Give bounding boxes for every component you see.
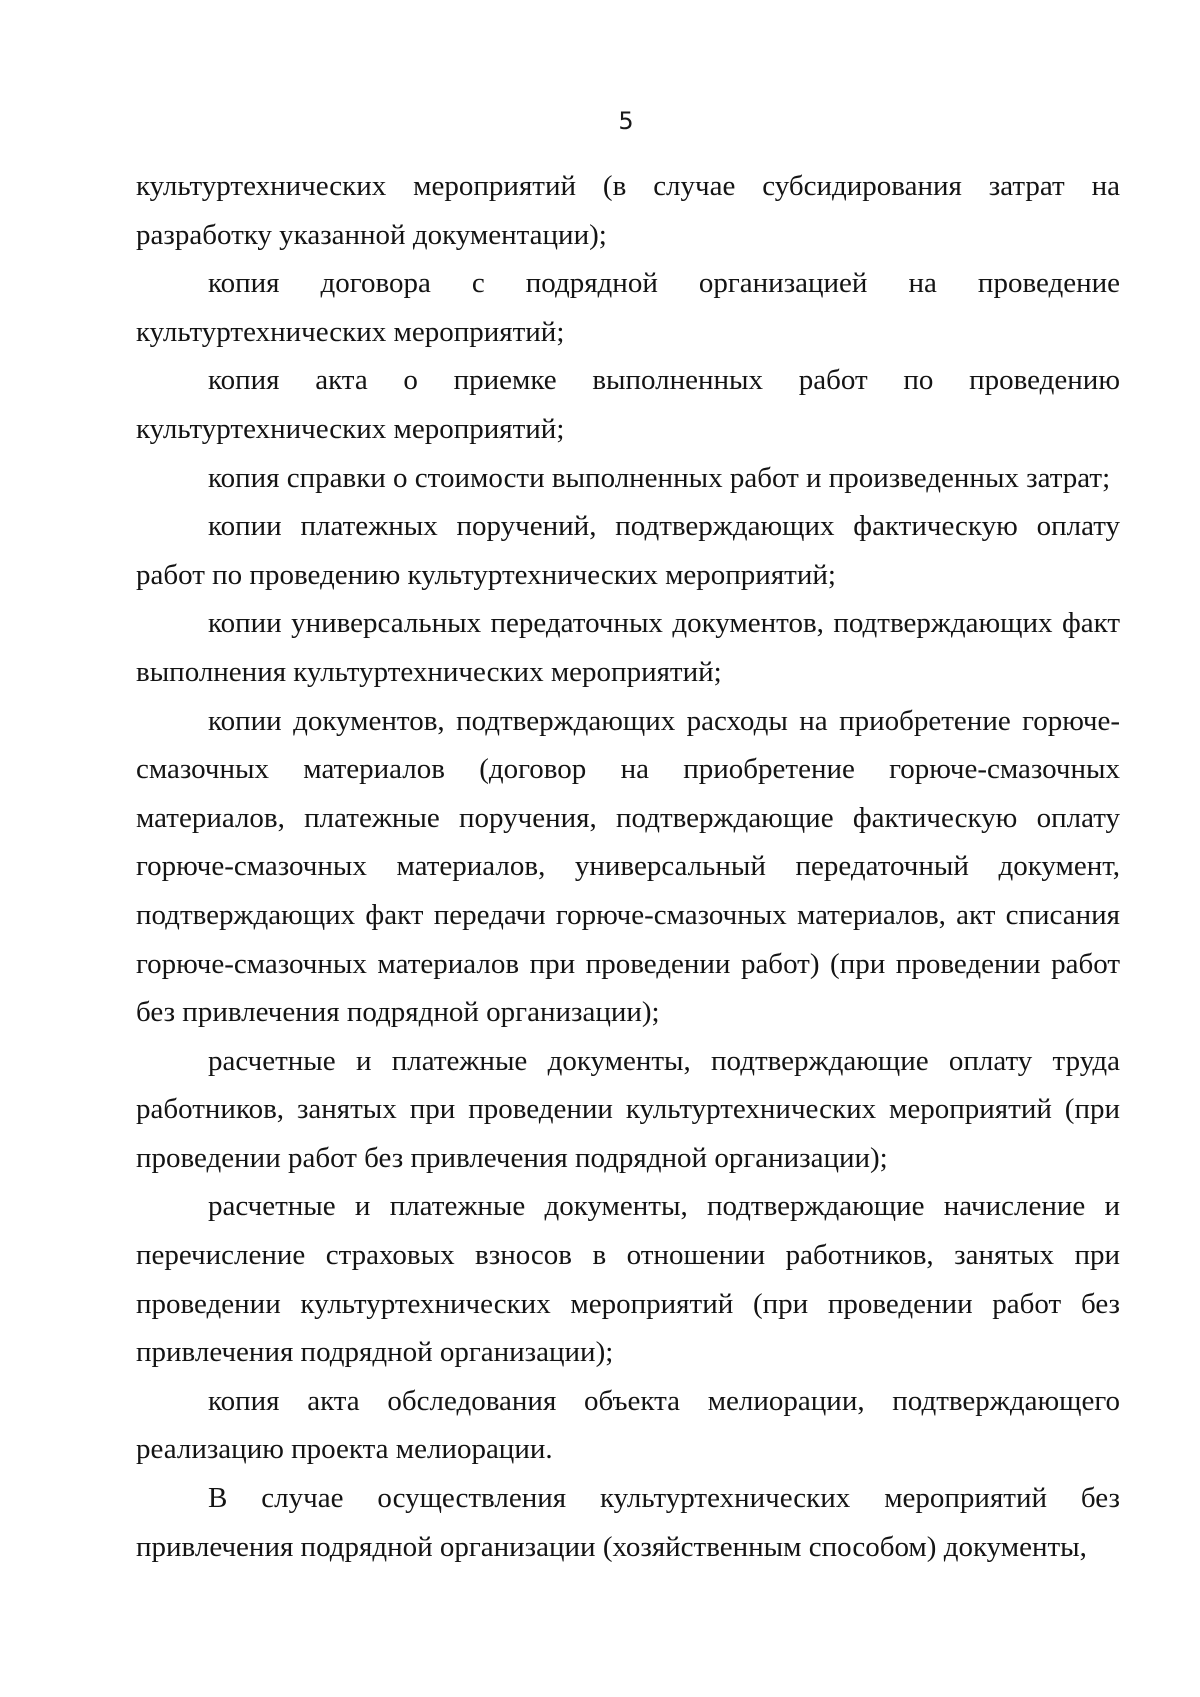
paragraph-own-resources-case: В случае осуществления культуртехнических мероприятий без привлечения подрядной организации (хозяйственным способом) документы, <box>136 1482 1120 1563</box>
paragraph-inspection-act-copy: копия акта обследования объекта мелиорации, подтверждающего реализацию проекта мелиорации. <box>136 1384 1120 1466</box>
paragraph-cost-certificate-copy: копия справки о стоимости выполненных работ и произведенных затрат; <box>208 461 1111 494</box>
paragraph-contract-copy: копия договора с подрядной организацией на проведение культуртехнических мероприятий; <box>136 267 1120 348</box>
document-body <box>136 162 1120 1571</box>
paragraph-fuel-expense-documents: копии документов, подтверждающих расходы на приобретение горюче-смазочных материалов (договор на приобретение горюче-смазочных материалов, платежные поручения, подтверждающие фактическую оплату горюче-смазочных материалов, универсальный передаточный документ, подтверждающих факт передачи горюче-смазочных материалов, акт списания горюче-смазочных материалов при проведении работ) (при проведении работ без привлечения подрядной организации); <box>136 704 1120 1029</box>
page-number: 5 <box>618 107 634 135</box>
paragraph-acceptance-act-copy: копия акта о приемке выполненных работ по проведению культуртехнических мероприятий; <box>136 364 1120 445</box>
paragraph-transfer-documents-copies: копии универсальных передаточных документов, подтверждающих факт выполнения культуртехнических мероприятий; <box>136 607 1120 688</box>
paragraph-labor-payment-documents: расчетные и платежные документы, подтверждающие оплату труда работников, занятых при проведении культуртехнических мероприятий (при проведении работ без привлечения подрядной организации); <box>136 1044 1120 1174</box>
paragraph-continuation: культуртехнических мероприятий (в случае субсидирования затрат на разработку указанной документации); <box>136 170 1120 251</box>
paragraph-insurance-contributions-documents: расчетные и платежные документы, подтверждающие начисление и перечисление страховых взносов в отношении работников, занятых при проведении культуртехнических мероприятий (при проведении работ без привлечения подрядной организации); <box>136 1190 1120 1369</box>
paragraph-payment-orders-copies: копии платежных поручений, подтверждающих фактическую оплату работ по проведению культуртехнических мероприятий; <box>136 510 1120 591</box>
